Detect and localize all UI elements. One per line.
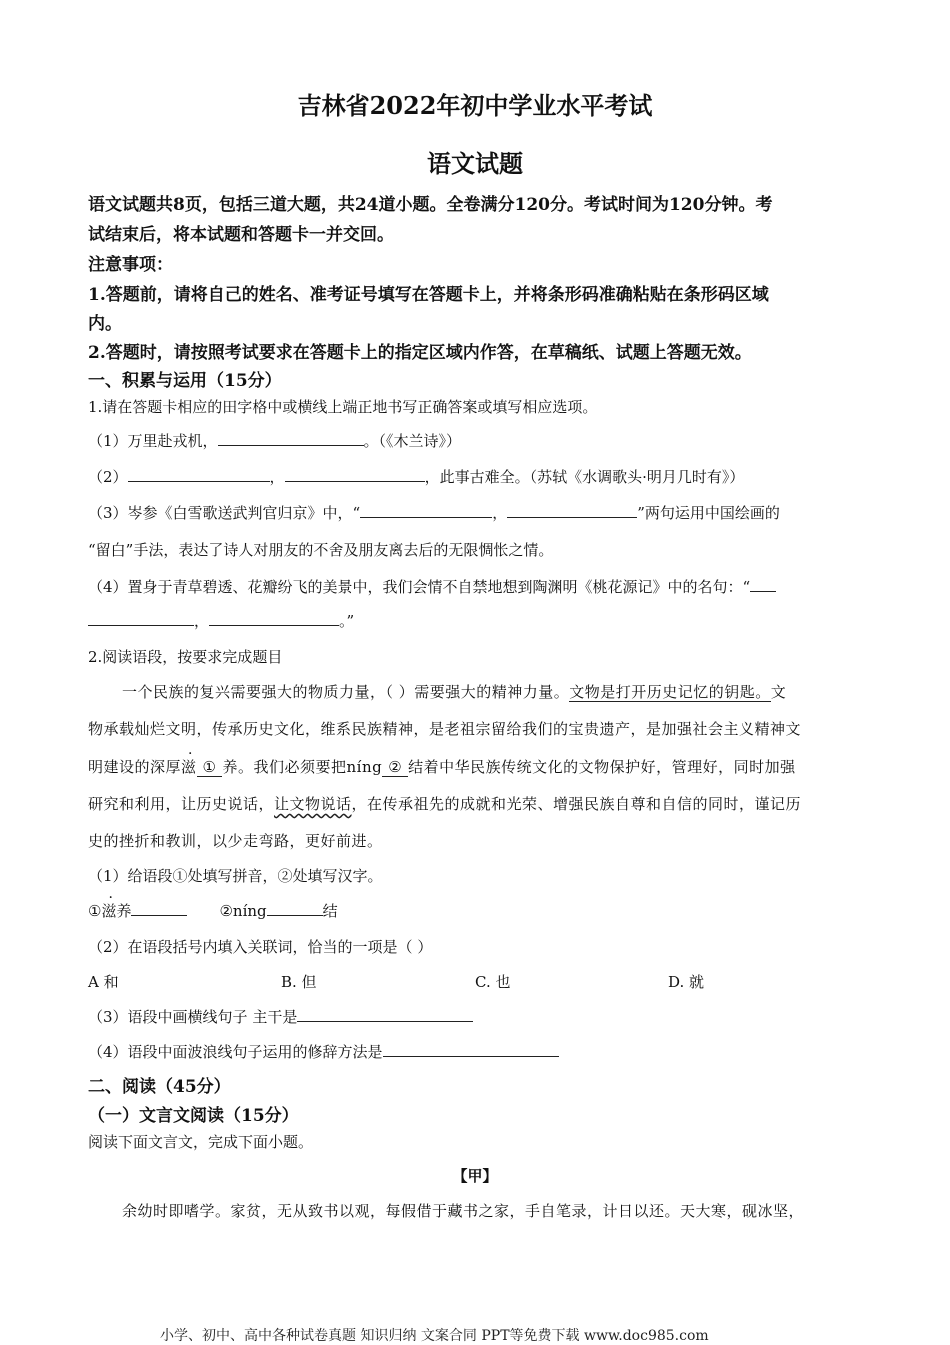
q1-stem: 1.请在答题卡相应的田字格中或横线上端正地书写正确答案或填写相应选项。 — [88, 398, 598, 416]
q1-p3-tail: ”两句运用中国绘画的 — [637, 504, 780, 522]
answer-1-num: ① — [88, 902, 102, 920]
q2-sub1: （1）给语段①处填写拼音，②处填写汉字。 — [88, 867, 383, 885]
q2-sub4-text: （4）语段中面波浪线句子运用的修辞方法是 — [88, 1043, 383, 1061]
q2-para4-tail: ，在传承祖先的成就和光荣、增强民族自尊和自信的同时，谨记历 — [351, 795, 802, 813]
answer-blank[interactable] — [131, 901, 187, 916]
answer-blank[interactable] — [383, 1042, 559, 1057]
q1-part4-cont — [88, 610, 354, 631]
option-c[interactable]: C. 也 — [475, 973, 511, 991]
q2-para-line5: 史的挫折和教训，以少走弯路，更好前进。 — [88, 832, 383, 850]
option-d[interactable]: D. 就 — [668, 973, 705, 991]
option-b[interactable]: B. 但 — [281, 973, 317, 991]
answer-blank[interactable] — [128, 467, 270, 482]
blank-marker-2: ② — [382, 758, 408, 777]
answer-blank[interactable] — [750, 577, 776, 592]
note-1b: 内。 — [88, 314, 122, 334]
q1-part2 — [88, 466, 744, 487]
q2-para-line2: 物承载灿烂文明，传承历史文化，维系民族精神，是老祖宗留给我们的宝贵遗产，是加强社会主义精神文 — [88, 720, 802, 738]
answer-blank[interactable] — [209, 611, 339, 626]
q2-sub4 — [88, 1041, 559, 1062]
exam-title: 吉林省2022年初中学业水平考试 — [297, 91, 653, 120]
q2-para1-tail: 文 — [770, 683, 787, 701]
underlined-sentence: 文物是打开历史记忆的钥匙。 — [569, 683, 771, 701]
note-1a: 1.答题前，请将自己的姓名、准考证号填写在答题卡上，并将条形码准确粘贴在条形码区域 — [88, 285, 769, 305]
q1-p2-num: （2） — [88, 468, 128, 486]
section2-subheading: （一）文言文阅读（15分） — [88, 1106, 299, 1126]
blank-marker-1: ① — [197, 758, 223, 777]
q2-para-line3 — [88, 756, 796, 777]
q1-p2-source: ，此事古难全。（苏轼《水调歌头·明月几时有》） — [424, 468, 745, 486]
q2-para-line4 — [88, 793, 801, 814]
q2-para-line1 — [122, 681, 786, 702]
section1-heading: 一、积累与运用（15分） — [88, 371, 282, 391]
q2-para1-text: 一个民族的复兴需要强大的物质力量，（ ）需要强大的精神力量。 — [122, 683, 570, 701]
answer-blank[interactable] — [218, 431, 364, 446]
q1-p1-text: （1）万里赴戎机， — [88, 432, 218, 450]
q1-p4-text: （4）置身于青草碧透、花瓣纷飞的美景中，我们会情不自禁地想到陶渊明《桃花源记》中的名句：“ — [88, 578, 751, 596]
q2-sub1-answers — [88, 900, 338, 921]
intro-line-1: 语文试题共8页，包括三道大题，共24道小题。全卷满分120分。考试时间为120分钟。考 — [88, 195, 773, 215]
q2-para3-mid: 养。我们必须要把níng — [222, 758, 383, 776]
q1-p4-end: 。” — [339, 612, 355, 630]
q1-part1 — [88, 430, 461, 451]
intro-line-2: 试结束后，将本试题和答题卡一并交回。 — [88, 225, 394, 245]
q2-para3-text: 明建设的深厚 — [88, 758, 182, 776]
wavy-underlined-sentence: 让文物说话 — [274, 795, 352, 813]
q1-p2-comma: ， — [269, 468, 285, 486]
section2-heading: 二、阅读（45分） — [88, 1077, 231, 1097]
dotted-char: 滋 — [181, 758, 197, 776]
q1-part3 — [88, 502, 780, 523]
passage-label: 【甲】 — [452, 1167, 498, 1185]
q1-p1-source: 。（《木兰诗》） — [363, 432, 462, 450]
q1-p3-comma: ， — [492, 504, 508, 522]
page-footer: 小学、初中、高中各种试卷真题 知识归纳 文案合同 PPT等免费下载 www.doc985.com — [160, 1328, 709, 1344]
q2-sub3-text: （3）语段中画横线句子 主干是 — [88, 1008, 298, 1026]
q1-p4-comma: ， — [194, 612, 210, 630]
dotted-char: 滋 — [101, 902, 117, 920]
answer-blank[interactable] — [285, 467, 425, 482]
notes-title: 注意事项： — [88, 255, 173, 275]
q2-para4-text: 研究和利用，让历史说话， — [88, 795, 275, 813]
reading-instruction: 阅读下面文言文，完成下面小题。 — [88, 1133, 314, 1151]
q2-sub2: （2）在语段括号内填入关联词，恰当的一项是（ ） — [88, 938, 433, 956]
passage-line-1: 余幼时即嗜学。家贫，无从致书以观，每假借于藏书之家，手自笔录，计日以还。天大寒，砚冰坚， — [122, 1202, 805, 1220]
q1-part3-cont: “留白”手法，表达了诗人对朋友的不舍及朋友离去后的无限惆怅之情。 — [88, 541, 554, 559]
q1-p3-text: （3）岑参《白雪歌送武判官归京》中，“ — [88, 504, 361, 522]
option-a[interactable]: A 和 — [88, 973, 119, 991]
answer-1-char: 养 — [116, 902, 132, 920]
exam-subtitle: 语文试题 — [427, 149, 523, 178]
answer-blank[interactable] — [360, 503, 492, 518]
answer-2-char: 结 — [322, 902, 338, 920]
answer-blank[interactable] — [297, 1007, 473, 1022]
q2-sub3 — [88, 1006, 473, 1027]
q2-para3-tail: 结着中华民族传统文化的文物保护好，管理好，同时加强 — [408, 758, 796, 776]
note-2: 2.答题时，请按照考试要求在答题卡上的指定区域内作答，在草稿纸、试题上答题无效。 — [88, 343, 752, 363]
answer-2-pinyin: ②níng — [219, 902, 267, 920]
answer-blank[interactable] — [267, 901, 323, 916]
q1-part4 — [88, 576, 776, 597]
answer-blank[interactable] — [507, 503, 637, 518]
q2-stem: 2.阅读语段，按要求完成题目 — [88, 648, 283, 666]
answer-blank[interactable] — [88, 611, 194, 626]
